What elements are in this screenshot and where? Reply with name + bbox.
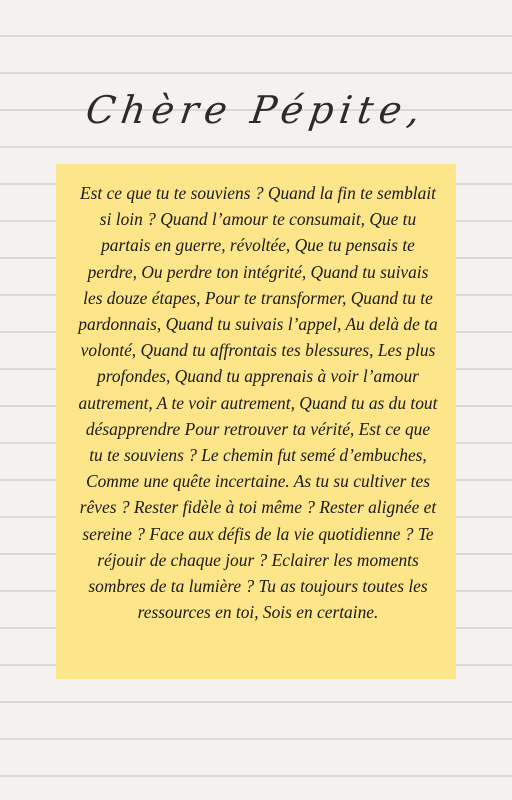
letter-greeting: Chère Pépite, — [83, 88, 429, 132]
yellow-note-card — [56, 164, 456, 679]
letter-body: Est ce que tu te souviens ? Quand la fin te semblait si loin ? Quand l’amour te consumait, Que tu partais en guerre, révoltée, Que tu pensais te perdre, Ou perdre ton intégrité, Quand tu suivais les douze étapes, Pour te transformer, Quand tu te pardonnais, Quand tu suivais l’appel, Au delà de ta volonté, Quand tu affrontais tes blessures, Les plus profondes, Quand tu apprenais à voir l’amour autrement, A te voir autrement, Quand tu as du tout désapprendre Pour retrouver ta vérité, Est ce que tu te souviens ? Le chemin fut semé d’embuches, Comme une quête incertaine. As tu su cultiver tes rêves ? Rester fidèle à toi même ? Rester alignée et sereine ? Face aux défis de la vie quotidienne ? Te réjouir de chaque jour ? Eclairer les moments sombres de ta lumière ? Tu as toujours toutes les ressources en toi, Sois en certaine. — [78, 183, 438, 623]
